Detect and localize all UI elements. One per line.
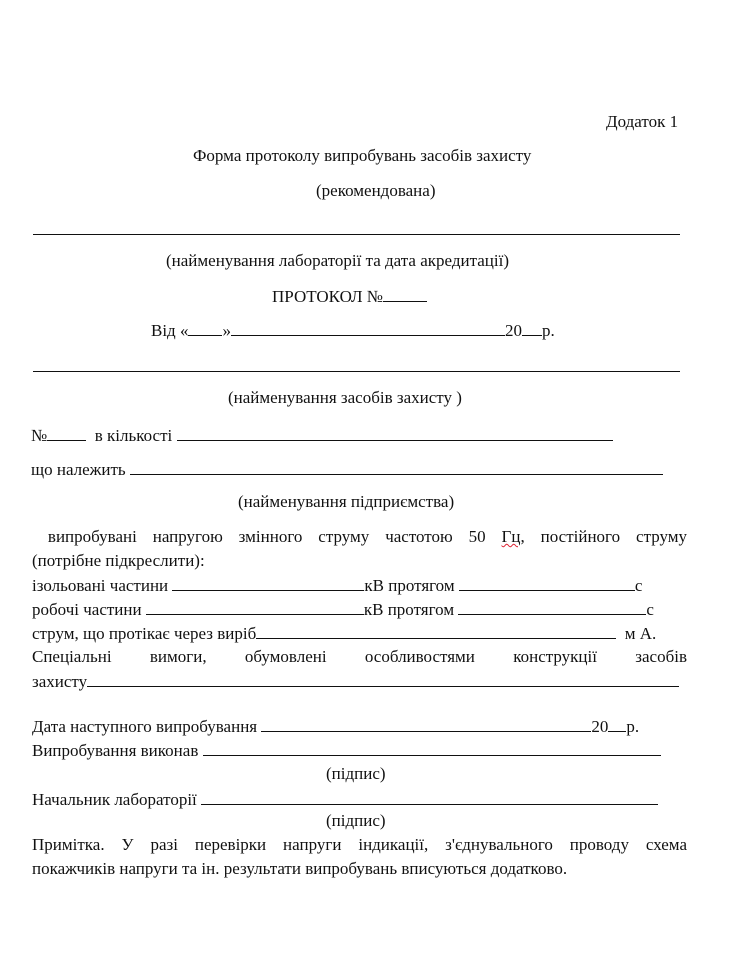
tested-line-2: (потрібне підкреслити): xyxy=(32,551,205,570)
year-prefix: 20 xyxy=(504,321,522,340)
from-label: Від « xyxy=(151,321,189,340)
performed-by-label: Випробування виконав xyxy=(32,741,199,760)
tested-text-a: випробувані напругою змінного струму частотою 50 xyxy=(47,527,502,546)
current-label: струм, що протікає через виріб xyxy=(32,624,257,643)
working-s-label: с xyxy=(646,600,654,619)
performed-by-row xyxy=(32,740,661,761)
year-suffix: р. xyxy=(541,321,555,340)
close-quote: » xyxy=(222,321,231,340)
item-number-field[interactable] xyxy=(47,425,86,441)
insulated-row xyxy=(32,575,642,596)
number-quantity-row xyxy=(31,425,613,446)
insulated-kv-field[interactable] xyxy=(172,575,364,591)
month-field[interactable] xyxy=(231,320,505,336)
recommended-label: (рекомендована) xyxy=(316,181,436,200)
working-duration-field[interactable] xyxy=(458,599,646,615)
day-field[interactable] xyxy=(188,320,222,336)
signature-caption-1: (підпис) xyxy=(326,764,386,783)
head-of-lab-label: Начальник лабораторії xyxy=(32,790,197,809)
tested-line-1 xyxy=(32,527,687,547)
next-test-year-prefix: 20 xyxy=(591,717,609,736)
note-line-1: Примітка. У разі перевірки напруги індикації, з'єднувального проводу схема xyxy=(32,835,687,854)
lab-name-line[interactable] xyxy=(33,234,680,235)
means-name-line[interactable] xyxy=(33,371,680,372)
working-row xyxy=(32,599,654,620)
next-test-label: Дата наступного випробування xyxy=(32,717,258,736)
head-of-lab-field[interactable] xyxy=(201,789,658,805)
signature-caption-2: (підпис) xyxy=(326,811,386,830)
special-requirements-field[interactable] xyxy=(87,671,679,687)
working-label: робочі частини xyxy=(32,600,142,619)
current-unit: м А. xyxy=(624,624,657,643)
insulated-label: ізольовані частини xyxy=(32,576,169,595)
belongs-row xyxy=(31,459,663,480)
next-test-year-field[interactable] xyxy=(608,716,626,732)
belongs-label: що належить xyxy=(31,460,126,479)
protocol-number-field[interactable] xyxy=(383,286,427,302)
note-line-2: покажчиків напруги та ін. результати випробувань вписуються додатково. xyxy=(32,859,568,878)
head-of-lab-row xyxy=(32,789,658,810)
special-row-2 xyxy=(32,671,679,692)
hz-unit: Гц xyxy=(501,527,521,546)
next-test-date-field[interactable] xyxy=(261,716,591,732)
enterprise-field[interactable] xyxy=(130,459,663,475)
appendix-label: Додаток 1 xyxy=(606,112,679,131)
current-field[interactable] xyxy=(256,623,616,639)
protocol-number-row xyxy=(272,286,427,307)
tested-text-b: , постійного струму xyxy=(520,527,688,546)
protocol-label: ПРОТОКОЛ № xyxy=(272,287,383,306)
next-test-row xyxy=(32,716,639,737)
enterprise-caption: (найменування підприємства) xyxy=(238,492,455,511)
means-caption: (найменування засобів захисту ) xyxy=(228,388,462,407)
quantity-label: в кількості xyxy=(94,426,173,445)
insulated-kv-label: кВ протягом xyxy=(364,576,455,595)
quantity-field[interactable] xyxy=(177,425,613,441)
performed-by-field[interactable] xyxy=(203,740,661,756)
next-test-year-suffix: р. xyxy=(626,717,640,736)
insulated-s-label: с xyxy=(634,576,643,595)
form-title: Форма протоколу випробувань засобів захисту xyxy=(193,146,532,165)
special-line-1: Спеціальні вимоги, обумовлені особливостями конструкції засобів xyxy=(32,647,687,666)
number-sign: № xyxy=(31,426,48,445)
working-kv-field[interactable] xyxy=(146,599,364,615)
year-field[interactable] xyxy=(522,320,542,336)
insulated-duration-field[interactable] xyxy=(459,575,635,591)
current-row xyxy=(32,623,656,644)
protocol-date-row xyxy=(151,320,555,341)
working-kv-label: кВ протягом xyxy=(363,600,455,619)
lab-caption: (найменування лабораторії та дата акредитації) xyxy=(166,251,509,270)
special-label-2: захисту xyxy=(32,672,88,691)
